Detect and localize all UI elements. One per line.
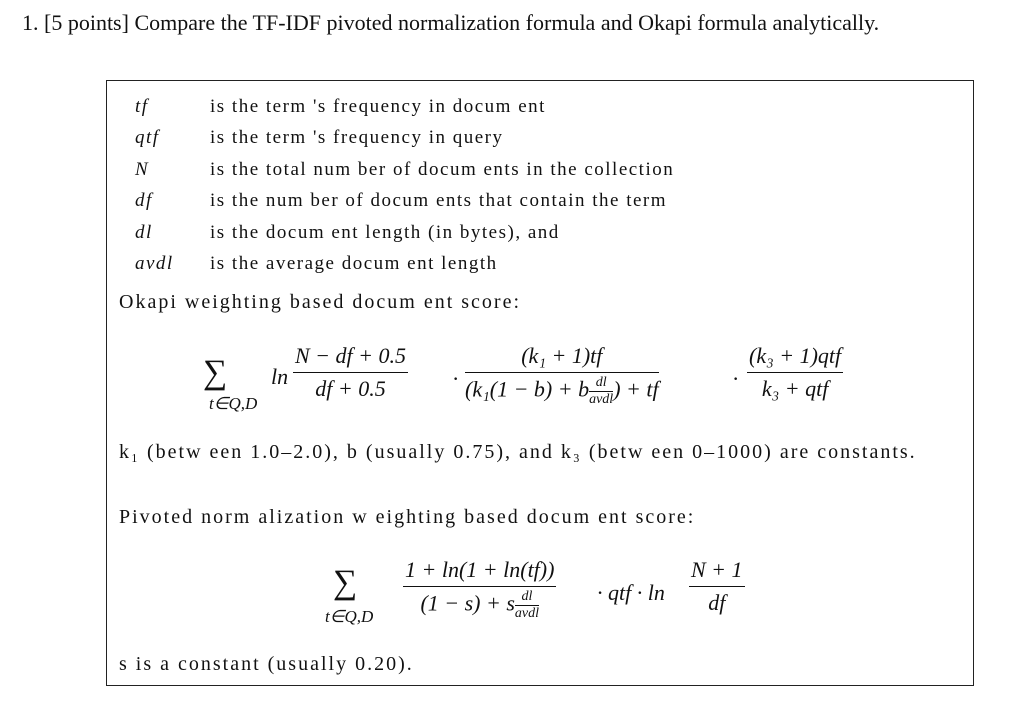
ln-operator: ln xyxy=(271,364,289,389)
definition-row xyxy=(129,217,674,249)
definition-text: is the average docum ent length xyxy=(210,253,498,275)
okapi-idf-numerator: N − df + 0.5 xyxy=(293,343,408,373)
pivoted-idf-denominator: df xyxy=(708,590,726,615)
dot-operator: · xyxy=(732,366,740,391)
sum-subscript: t∈Q,D xyxy=(209,394,258,413)
dl-avdl-fraction xyxy=(589,376,613,407)
definition-symbol: tf xyxy=(135,95,149,117)
pivoted-den-part: (1 − s) + s xyxy=(420,590,515,616)
definition-text: is the term 's frequency in query xyxy=(210,127,504,149)
pivoted-tf-fraction xyxy=(403,557,556,621)
pivoted-idf-fraction xyxy=(689,557,745,616)
dot-operator: · xyxy=(452,366,460,391)
definition-text: is the num ber of docum ents that contain the term xyxy=(210,190,668,212)
definition-row xyxy=(129,123,674,155)
avdl-symbol: avdl xyxy=(514,606,540,621)
definition-text: is the term 's frequency in docum ent xyxy=(210,95,546,117)
okapi-tf-fraction xyxy=(465,343,659,407)
okapi-query-denominator: k₃ + qtf xyxy=(761,376,829,401)
definition-row xyxy=(129,91,674,123)
definition-symbol: dl xyxy=(135,221,153,243)
pivoted-heading: Pivoted norm alization w eighting based docum ent score: xyxy=(119,506,696,528)
okapi-idf-fraction xyxy=(293,343,408,402)
definition-text: is the total num ber of docum ents in the collection xyxy=(210,158,675,180)
pivoted-denominator xyxy=(403,587,556,621)
definition-symbol: N xyxy=(135,158,150,180)
dl-symbol: dl xyxy=(589,376,613,392)
okapi-query-fraction xyxy=(747,343,843,402)
dl-avdl-fraction xyxy=(515,590,539,621)
formula-box xyxy=(106,80,974,686)
qtf-ln-term: · qtf · ln xyxy=(597,580,665,605)
okapi-heading: Okapi weighting based docum ent score: xyxy=(119,291,522,313)
definition-row xyxy=(129,186,674,218)
sum-symbol: ∑ xyxy=(203,354,228,391)
okapi-tf-numerator: (k₁ + 1)tf xyxy=(465,343,659,373)
definition-symbol: avdl xyxy=(135,253,174,275)
definition-row xyxy=(129,249,674,281)
pivoted-constant: s is a constant (usually 0.20). xyxy=(119,653,414,675)
sum-subscript: t∈Q,D xyxy=(325,607,374,626)
dl-symbol: dl xyxy=(515,590,539,606)
okapi-idf-denominator: df + 0.5 xyxy=(315,376,386,401)
okapi-query-numerator: (k₃ + 1)qtf xyxy=(747,343,843,373)
definition-symbol: qtf xyxy=(135,127,160,149)
pivoted-idf-numerator: N + 1 xyxy=(689,557,745,587)
definitions-list xyxy=(129,91,674,280)
okapi-tf-den-part: (k₁(1 − b) + b xyxy=(465,376,590,402)
definition-text: is the docum ent length (in bytes), and xyxy=(210,221,560,243)
avdl-symbol: avdl xyxy=(589,392,614,407)
definition-symbol: df xyxy=(135,190,153,212)
definition-row xyxy=(129,154,674,186)
question-title: 1. [5 points] Compare the TF-IDF pivoted normalization formula and Okapi formula analytically. xyxy=(22,10,880,35)
sum-symbol: ∑ xyxy=(333,564,358,601)
okapi-tf-denominator xyxy=(465,373,659,407)
okapi-constants: k₁ (betw een 1.0–2.0), b (usually 0.75), and k₃ (betw een 0–1000) are constants. xyxy=(119,441,917,463)
okapi-tf-den-part: ) + tf xyxy=(613,376,659,402)
pivoted-numerator: 1 + ln(1 + ln(tf)) xyxy=(403,557,556,587)
